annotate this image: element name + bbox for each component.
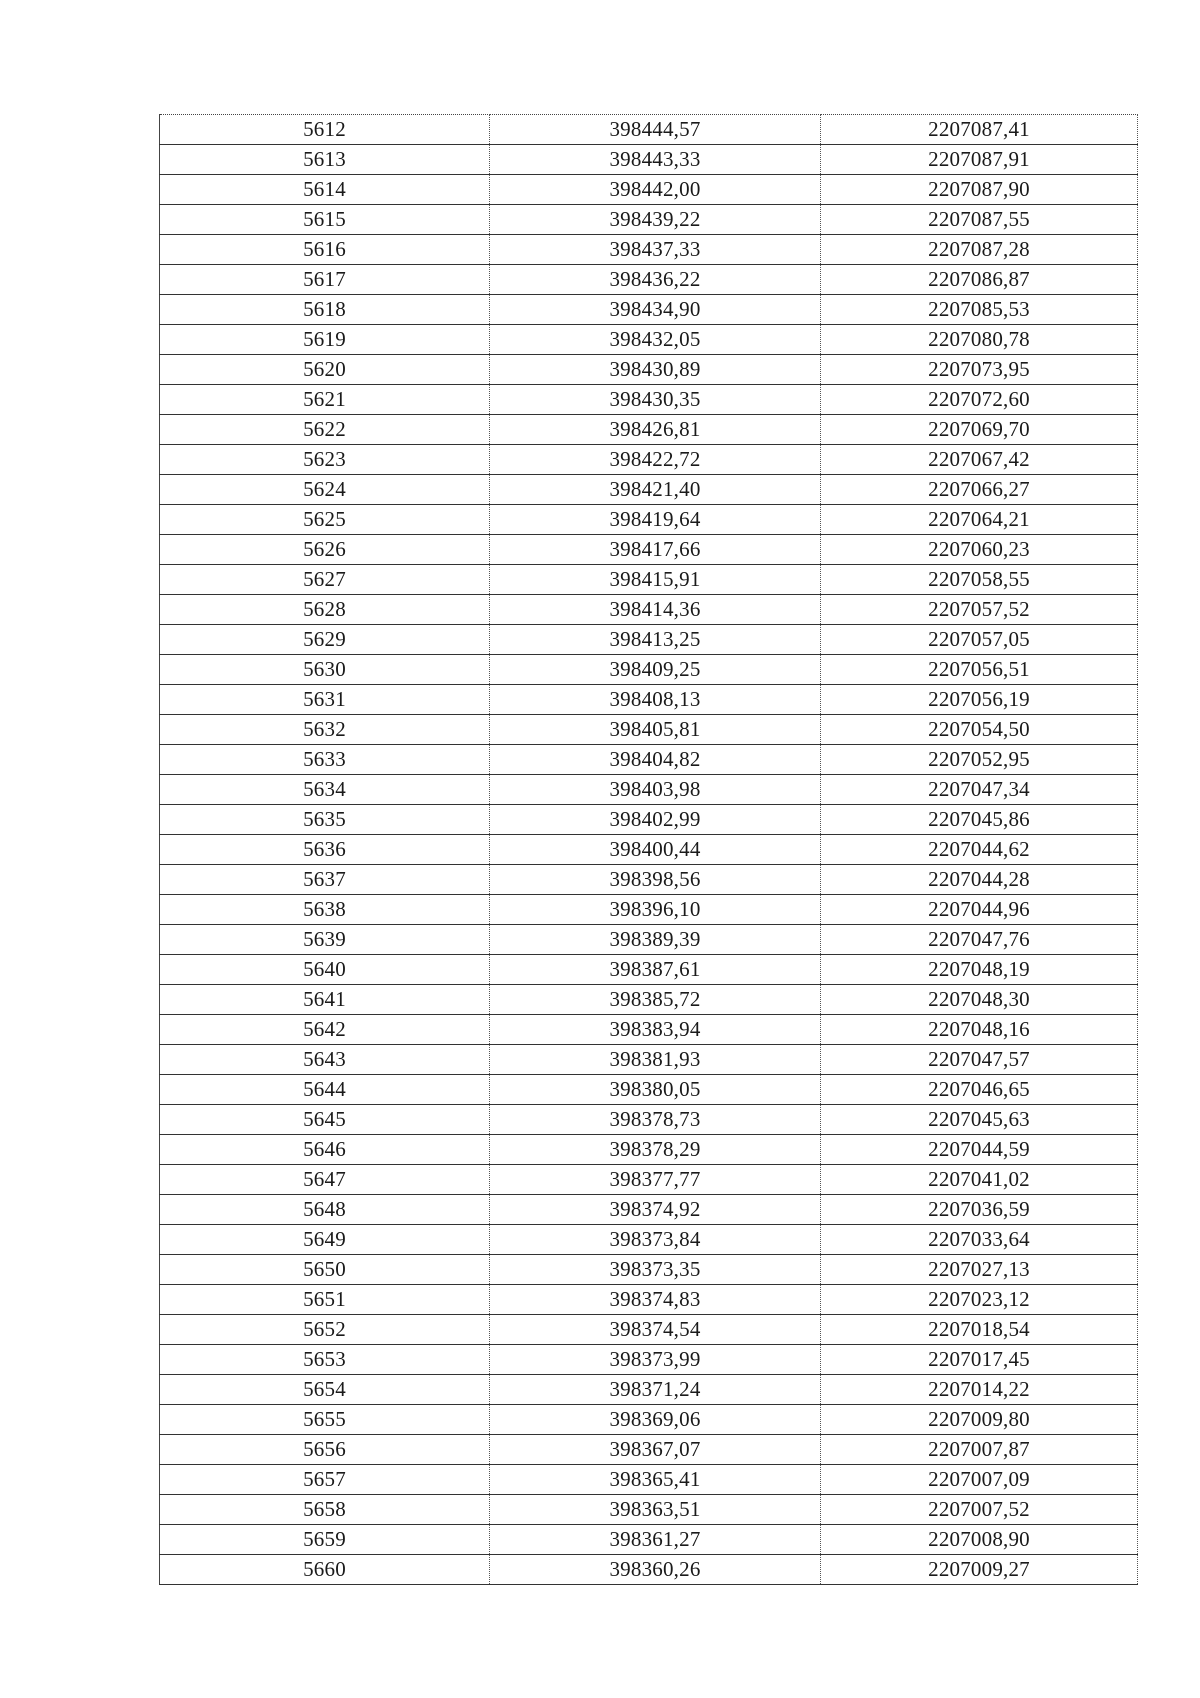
x-coordinate-cell: 398409,25 [490, 655, 821, 685]
x-coordinate-cell: 398398,56 [490, 865, 821, 895]
point-number-cell: 5619 [160, 325, 490, 355]
x-coordinate-cell: 398380,05 [490, 1075, 821, 1105]
x-coordinate-cell: 398367,07 [490, 1435, 821, 1465]
y-coordinate-cell: 2207045,63 [821, 1105, 1138, 1135]
table-row [160, 295, 1138, 325]
x-coordinate-cell: 398432,05 [490, 325, 821, 355]
table-row [160, 205, 1138, 235]
point-number-cell: 5641 [160, 985, 490, 1015]
table-row [160, 1525, 1138, 1555]
point-number-cell: 5635 [160, 805, 490, 835]
table-row [160, 805, 1138, 835]
x-coordinate-cell: 398378,73 [490, 1105, 821, 1135]
point-number-cell: 5647 [160, 1165, 490, 1195]
x-coordinate-cell: 398373,35 [490, 1255, 821, 1285]
table-row [160, 1555, 1138, 1585]
table-row [160, 1195, 1138, 1225]
x-coordinate-cell: 398442,00 [490, 175, 821, 205]
y-coordinate-cell: 2207072,60 [821, 385, 1138, 415]
y-coordinate-cell: 2207007,09 [821, 1465, 1138, 1495]
x-coordinate-cell: 398396,10 [490, 895, 821, 925]
point-number-cell: 5637 [160, 865, 490, 895]
x-coordinate-cell: 398378,29 [490, 1135, 821, 1165]
y-coordinate-cell: 2207087,90 [821, 175, 1138, 205]
y-coordinate-cell: 2207023,12 [821, 1285, 1138, 1315]
x-coordinate-cell: 398374,54 [490, 1315, 821, 1345]
point-number-cell: 5618 [160, 295, 490, 325]
y-coordinate-cell: 2207060,23 [821, 535, 1138, 565]
table-row [160, 985, 1138, 1015]
point-number-cell: 5615 [160, 205, 490, 235]
table-row [160, 145, 1138, 175]
y-coordinate-cell: 2207017,45 [821, 1345, 1138, 1375]
point-number-cell: 5624 [160, 475, 490, 505]
y-coordinate-cell: 2207085,53 [821, 295, 1138, 325]
point-number-cell: 5626 [160, 535, 490, 565]
x-coordinate-cell: 398413,25 [490, 625, 821, 655]
point-number-cell: 5651 [160, 1285, 490, 1315]
y-coordinate-cell: 2207067,42 [821, 445, 1138, 475]
table-row [160, 415, 1138, 445]
table-row [160, 325, 1138, 355]
table-row [160, 1255, 1138, 1285]
y-coordinate-cell: 2207044,62 [821, 835, 1138, 865]
point-number-cell: 5636 [160, 835, 490, 865]
x-coordinate-cell: 398389,39 [490, 925, 821, 955]
point-number-cell: 5628 [160, 595, 490, 625]
point-number-cell: 5649 [160, 1225, 490, 1255]
point-number-cell: 5633 [160, 745, 490, 775]
y-coordinate-cell: 2207046,65 [821, 1075, 1138, 1105]
x-coordinate-cell: 398365,41 [490, 1465, 821, 1495]
point-number-cell: 5620 [160, 355, 490, 385]
table-row [160, 955, 1138, 985]
table-row [160, 1285, 1138, 1315]
y-coordinate-cell: 2207048,30 [821, 985, 1138, 1015]
x-coordinate-cell: 398387,61 [490, 955, 821, 985]
y-coordinate-cell: 2207052,95 [821, 745, 1138, 775]
y-coordinate-cell: 2207008,90 [821, 1525, 1138, 1555]
y-coordinate-cell: 2207056,51 [821, 655, 1138, 685]
table-row [160, 1075, 1138, 1105]
table-row [160, 1345, 1138, 1375]
x-coordinate-cell: 398374,83 [490, 1285, 821, 1315]
point-number-cell: 5614 [160, 175, 490, 205]
x-coordinate-cell: 398374,92 [490, 1195, 821, 1225]
point-number-cell: 5616 [160, 235, 490, 265]
x-coordinate-cell: 398421,40 [490, 475, 821, 505]
table-row [160, 565, 1138, 595]
table-row [160, 1465, 1138, 1495]
point-number-cell: 5629 [160, 625, 490, 655]
table-row [160, 1165, 1138, 1195]
point-number-cell: 5660 [160, 1555, 490, 1585]
table-row [160, 1405, 1138, 1435]
point-number-cell: 5621 [160, 385, 490, 415]
table-row [160, 1375, 1138, 1405]
x-coordinate-cell: 398419,64 [490, 505, 821, 535]
point-number-cell: 5642 [160, 1015, 490, 1045]
table-row [160, 1015, 1138, 1045]
x-coordinate-cell: 398373,99 [490, 1345, 821, 1375]
y-coordinate-cell: 2207048,16 [821, 1015, 1138, 1045]
x-coordinate-cell: 398434,90 [490, 295, 821, 325]
y-coordinate-cell: 2207080,78 [821, 325, 1138, 355]
y-coordinate-cell: 2207041,02 [821, 1165, 1138, 1195]
y-coordinate-cell: 2207087,28 [821, 235, 1138, 265]
point-number-cell: 5622 [160, 415, 490, 445]
table-row [160, 1225, 1138, 1255]
x-coordinate-cell: 398381,93 [490, 1045, 821, 1075]
table-row [160, 715, 1138, 745]
x-coordinate-cell: 398383,94 [490, 1015, 821, 1045]
x-coordinate-cell: 398443,33 [490, 145, 821, 175]
point-number-cell: 5627 [160, 565, 490, 595]
y-coordinate-cell: 2207056,19 [821, 685, 1138, 715]
point-number-cell: 5617 [160, 265, 490, 295]
x-coordinate-cell: 398430,35 [490, 385, 821, 415]
x-coordinate-cell: 398404,82 [490, 745, 821, 775]
x-coordinate-cell: 398385,72 [490, 985, 821, 1015]
point-number-cell: 5645 [160, 1105, 490, 1135]
point-number-cell: 5632 [160, 715, 490, 745]
point-number-cell: 5644 [160, 1075, 490, 1105]
y-coordinate-cell: 2207044,28 [821, 865, 1138, 895]
x-coordinate-cell: 398361,27 [490, 1525, 821, 1555]
table-row [160, 595, 1138, 625]
table-row [160, 1045, 1138, 1075]
y-coordinate-cell: 2207007,87 [821, 1435, 1138, 1465]
table-row [160, 505, 1138, 535]
table-row [160, 535, 1138, 565]
point-number-cell: 5650 [160, 1255, 490, 1285]
table-row [160, 1105, 1138, 1135]
table-row [160, 235, 1138, 265]
y-coordinate-cell: 2207009,80 [821, 1405, 1138, 1435]
table-row [160, 745, 1138, 775]
point-number-cell: 5631 [160, 685, 490, 715]
y-coordinate-cell: 2207058,55 [821, 565, 1138, 595]
table-row [160, 115, 1138, 145]
y-coordinate-cell: 2207044,59 [821, 1135, 1138, 1165]
x-coordinate-cell: 398371,24 [490, 1375, 821, 1405]
x-coordinate-cell: 398436,22 [490, 265, 821, 295]
point-number-cell: 5630 [160, 655, 490, 685]
point-number-cell: 5638 [160, 895, 490, 925]
y-coordinate-cell: 2207066,27 [821, 475, 1138, 505]
table-row [160, 175, 1138, 205]
table-row [160, 445, 1138, 475]
y-coordinate-cell: 2207047,57 [821, 1045, 1138, 1075]
table-row [160, 475, 1138, 505]
point-number-cell: 5653 [160, 1345, 490, 1375]
x-coordinate-cell: 398377,77 [490, 1165, 821, 1195]
y-coordinate-cell: 2207009,27 [821, 1555, 1138, 1585]
table-row [160, 1435, 1138, 1465]
point-number-cell: 5634 [160, 775, 490, 805]
point-number-cell: 5658 [160, 1495, 490, 1525]
x-coordinate-cell: 398408,13 [490, 685, 821, 715]
coordinate-table [159, 114, 1138, 1585]
x-coordinate-cell: 398363,51 [490, 1495, 821, 1525]
y-coordinate-cell: 2207044,96 [821, 895, 1138, 925]
table-row [160, 355, 1138, 385]
point-number-cell: 5640 [160, 955, 490, 985]
point-number-cell: 5655 [160, 1405, 490, 1435]
x-coordinate-cell: 398439,22 [490, 205, 821, 235]
y-coordinate-cell: 2207027,13 [821, 1255, 1138, 1285]
table-row [160, 385, 1138, 415]
y-coordinate-cell: 2207018,54 [821, 1315, 1138, 1345]
x-coordinate-cell: 398422,72 [490, 445, 821, 475]
point-number-cell: 5652 [160, 1315, 490, 1345]
y-coordinate-cell: 2207087,41 [821, 115, 1138, 145]
y-coordinate-cell: 2207057,05 [821, 625, 1138, 655]
x-coordinate-cell: 398403,98 [490, 775, 821, 805]
x-coordinate-cell: 398415,91 [490, 565, 821, 595]
y-coordinate-cell: 2207087,55 [821, 205, 1138, 235]
point-number-cell: 5656 [160, 1435, 490, 1465]
y-coordinate-cell: 2207064,21 [821, 505, 1138, 535]
point-number-cell: 5625 [160, 505, 490, 535]
y-coordinate-cell: 2207033,64 [821, 1225, 1138, 1255]
x-coordinate-cell: 398426,81 [490, 415, 821, 445]
table-row [160, 265, 1138, 295]
y-coordinate-cell: 2207087,91 [821, 145, 1138, 175]
x-coordinate-cell: 398417,66 [490, 535, 821, 565]
x-coordinate-cell: 398402,99 [490, 805, 821, 835]
y-coordinate-cell: 2207069,70 [821, 415, 1138, 445]
y-coordinate-cell: 2207086,87 [821, 265, 1138, 295]
x-coordinate-cell: 398430,89 [490, 355, 821, 385]
point-number-cell: 5623 [160, 445, 490, 475]
table-row [160, 865, 1138, 895]
coordinate-table-body [160, 115, 1138, 1585]
table-row [160, 895, 1138, 925]
y-coordinate-cell: 2207014,22 [821, 1375, 1138, 1405]
point-number-cell: 5639 [160, 925, 490, 955]
point-number-cell: 5657 [160, 1465, 490, 1495]
y-coordinate-cell: 2207073,95 [821, 355, 1138, 385]
table-row [160, 835, 1138, 865]
x-coordinate-cell: 398405,81 [490, 715, 821, 745]
y-coordinate-cell: 2207007,52 [821, 1495, 1138, 1525]
y-coordinate-cell: 2207048,19 [821, 955, 1138, 985]
table-row [160, 625, 1138, 655]
y-coordinate-cell: 2207047,34 [821, 775, 1138, 805]
y-coordinate-cell: 2207045,86 [821, 805, 1138, 835]
point-number-cell: 5646 [160, 1135, 490, 1165]
y-coordinate-cell: 2207057,52 [821, 595, 1138, 625]
table-row [160, 685, 1138, 715]
table-row [160, 1135, 1138, 1165]
point-number-cell: 5613 [160, 145, 490, 175]
x-coordinate-cell: 398437,33 [490, 235, 821, 265]
x-coordinate-cell: 398400,44 [490, 835, 821, 865]
table-row [160, 1315, 1138, 1345]
point-number-cell: 5612 [160, 115, 490, 145]
x-coordinate-cell: 398369,06 [490, 1405, 821, 1435]
table-row [160, 925, 1138, 955]
y-coordinate-cell: 2207054,50 [821, 715, 1138, 745]
table-row [160, 1495, 1138, 1525]
point-number-cell: 5654 [160, 1375, 490, 1405]
point-number-cell: 5648 [160, 1195, 490, 1225]
table-row [160, 775, 1138, 805]
x-coordinate-cell: 398414,36 [490, 595, 821, 625]
y-coordinate-cell: 2207047,76 [821, 925, 1138, 955]
x-coordinate-cell: 398444,57 [490, 115, 821, 145]
y-coordinate-cell: 2207036,59 [821, 1195, 1138, 1225]
point-number-cell: 5659 [160, 1525, 490, 1555]
point-number-cell: 5643 [160, 1045, 490, 1075]
table-row [160, 655, 1138, 685]
x-coordinate-cell: 398360,26 [490, 1555, 821, 1585]
x-coordinate-cell: 398373,84 [490, 1225, 821, 1255]
